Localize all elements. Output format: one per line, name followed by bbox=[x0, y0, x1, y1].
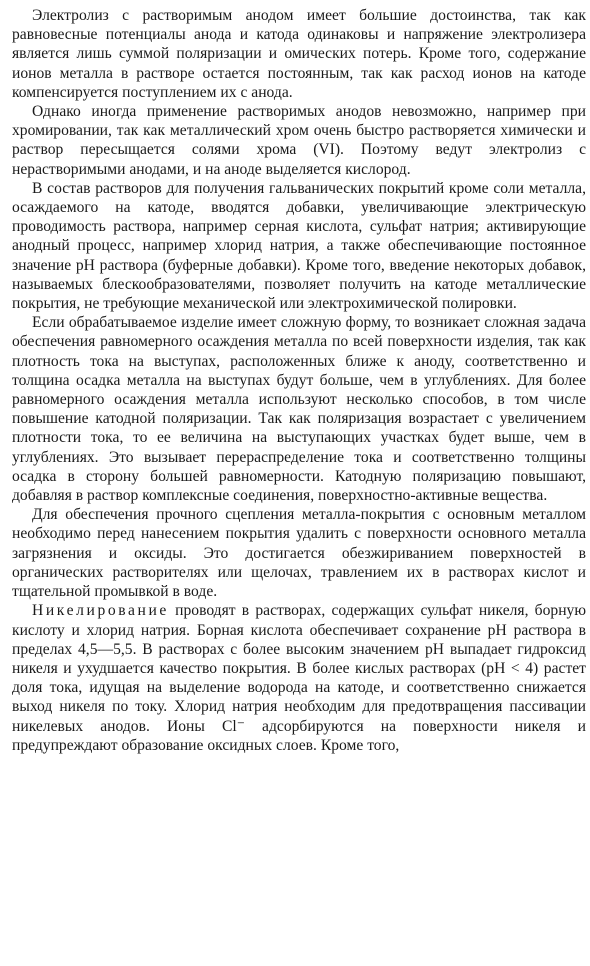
paragraph-solution-additives: В состав растворов для получения гальванических покрытий кроме соли металла, осаждаемого на катоде, вводятся добавки, увеличивающие электрическую проводимость раствора, например серная кислота, сульфат натрия; активирующие анодный процесс, например хлорид натрия, а также обеспечивающие постоянное значение pH раствора (буферные добавки). Кроме того, введение некоторых добавок, называемых блескообразователями, позволяет получить на катоде металлические покрытия, не требующие механической или электрохимической полировки. bbox=[12, 179, 586, 313]
paragraph-adhesion: Для обеспечения прочного сцепления металла-покрытия с основным металлом необходимо перед нанесением покрытия удалить с поверхности основного металла загрязнения и оксиды. Это достигается обезжириванием поверхностей в органических растворителях или щелочах, травлением их в растворах кислот и тщательной промывкой в воде. bbox=[12, 506, 586, 601]
paragraph-complex-shape: Если обрабатываемое изделие имеет сложную форму, то возникает сложная задача обеспечения равномерного осаждения металла по всей поверхности изделия, так как плотность тока на выступах, расположенных ближе к аноду, соответственно и толщина осадка металла на выступах будут больше, чем в углублениях. Для более равномерного осаждения металла используют несколько способов, в том числе повышение катодной поляризации. Так как поляризация возрастает с увеличением плотности тока, то ее величина на выступающих участках будет выше, чем в углублениях. Это вызывает перераспределение тока и соответственно толщины осадка в сторону большей равномерности. Катодную поляризацию повышают, добавляя в раствор комплексные соединения, поверхностно-активные вещества. bbox=[12, 314, 586, 505]
nickel-plating-text: проводят в растворах, содержащих сульфат никеля, борную кислоту и хлорид натрия. Борная кислота обеспечивает сохранение pH раствора в пределах 4,5—5,5. В растворах с более высоким значением pH выпадает гидроксид никеля и ухудшается качество покрытия. В более кислых растворах (pH < 4) растет доля тока, идущая на выделение водорода на катоде, и соответственно снижается выход никеля по току. Хлорид натрия необходим для предотвращения пассивации никелевых анодов. Ионы Cl⁻ адсорбируются на поверхности никеля и предупреждают образование оксидных слоев. Кроме того, bbox=[12, 602, 586, 754]
paragraph-nickel-plating bbox=[12, 601, 586, 755]
paragraph-soluble-anode: Электролиз с растворимым анодом имеет большие достоинства, так как равновесные потенциалы анода и катода одинаковы и напряжение электролизера является лишь суммой поляризации и омических потерь. Кроме того, содержание ионов металла в растворе остается постоянным, так как расход ионов на катоде компенсируется поступлением их с анода. bbox=[12, 7, 586, 101]
nickel-plating-term: Никелирование bbox=[32, 602, 169, 620]
paragraph-insoluble-anode: Однако иногда применение растворимых анодов невозможно, например при хромировании, так как металлический хром очень быстро растворяется химически и раствор пересыщается солями хрома (VI). Поэтому ведут электролиз с нерастворимыми анодами, и на аноде выделяется кислород. bbox=[12, 103, 586, 178]
